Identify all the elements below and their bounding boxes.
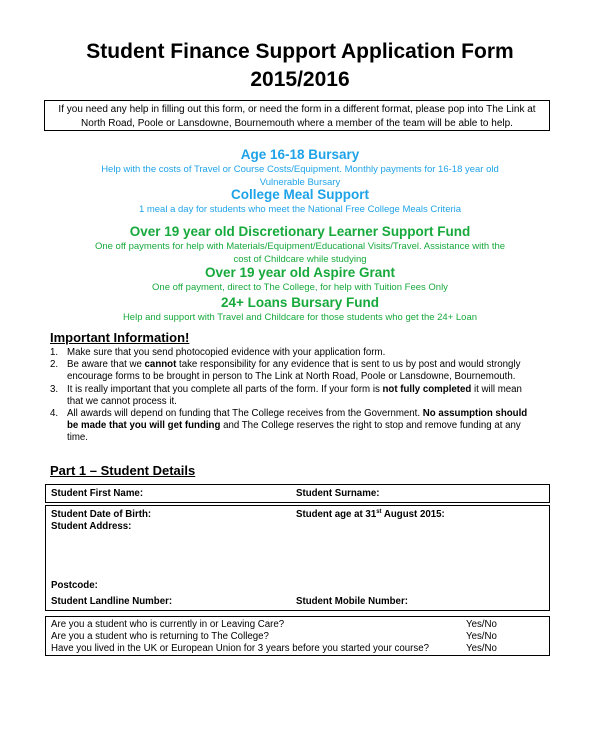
item-text: it will mean that we cannot process it. — [67, 383, 522, 407]
item-number: 2. — [50, 359, 59, 371]
fund-desc: One off payments for help with Materials/Equipment/Educational Visits/Travel. Assistance with the — [94, 241, 506, 252]
fund-age-16-18-bursary — [40, 146, 560, 189]
item-bold-text: cannot — [144, 359, 177, 371]
answer-yes-no[interactable]: Yes/No — [466, 619, 497, 630]
fund-college-meal-support — [40, 186, 560, 216]
question-residency: Have you lived in the UK or European Union for 3 years before you started your course? — [51, 643, 430, 654]
question-leaving-care: Are you a student who is currently in or Leaving Care? — [51, 619, 285, 630]
important-info-list — [50, 347, 530, 445]
fund-desc: 1 meal a day for students who meet the National Free College Meals Criteria — [138, 204, 462, 215]
fund-title: College Meal Support — [230, 187, 369, 202]
fund-desc: Vulnerable Bursary — [259, 177, 341, 188]
surname-field[interactable]: Student Surname: — [296, 488, 380, 499]
age-label-end: August 2015: — [381, 509, 445, 521]
help-text-line: If you need any help in filling out this form, or need the form in a different format, please pop into The Link at — [58, 104, 536, 115]
item-bold-text: not fully completed — [382, 383, 472, 395]
item-text: It is really important that you complete all parts of the form. If your form is — [67, 383, 383, 395]
answer-yes-no[interactable]: Yes/No — [466, 631, 497, 642]
fund-24-loans-bursary — [40, 294, 560, 324]
fund-aspire-grant — [40, 264, 560, 294]
item-bold-text: No assumption should be made that you will get funding — [67, 408, 528, 432]
item-number: 4. — [50, 408, 59, 420]
fund-desc: One off payment, direct to The College, for help with Tuition Fees Only — [152, 282, 448, 293]
item-text: Make sure that you send photocopied evidence with your application form. — [67, 347, 386, 358]
fund-discretionary-learner-support — [40, 223, 560, 266]
help-text-line: North Road, Poole or Lansdowne, Bournemouth where a member of the team will be able to help. — [81, 118, 513, 129]
fund-title: Over 19 year old Discretionary Learner Support Fund — [129, 224, 471, 239]
help-notice — [44, 100, 550, 131]
item-number: 1. — [50, 347, 59, 358]
fund-title: Over 19 year old Aspire Grant — [204, 265, 396, 280]
important-info-heading: Important Information! — [50, 330, 190, 345]
fund-title: Age 16-18 Bursary — [240, 147, 360, 162]
fund-title: 24+ Loans Bursary Fund — [221, 295, 379, 310]
item-text: Be aware that we — [67, 359, 145, 371]
address-field[interactable]: Student Address: — [51, 521, 132, 532]
list-item — [50, 384, 530, 408]
form-year: 2015/2016 — [250, 68, 350, 91]
list-item — [50, 347, 530, 359]
part1-heading: Part 1 – Student Details — [50, 463, 196, 478]
item-number: 3. — [50, 383, 59, 395]
question-returning: Are you a student who is returning to The College? — [51, 631, 269, 642]
item-text: All awards will depend on funding that The College receives from the Government. — [67, 408, 423, 420]
landline-field[interactable]: Student Landline Number: — [51, 596, 173, 607]
first-name-field[interactable]: Student First Name: — [51, 488, 144, 499]
list-item — [50, 408, 530, 445]
fund-desc: Help and support with Travel and Childcare for those students who get the 24+ Loan — [122, 312, 478, 323]
dob-field[interactable]: Student Date of Birth: — [51, 509, 152, 520]
fund-desc: Help with the costs of Travel or Course Costs/Equipment. Monthly payments for 16-18 year old — [101, 164, 499, 175]
details-box — [45, 505, 550, 611]
questions-box — [45, 616, 550, 656]
age-label: Student age at 31 — [296, 509, 377, 521]
age-sup: st — [376, 509, 382, 515]
age-field[interactable] — [296, 509, 445, 520]
form-title: Student Finance Support Application Form — [86, 40, 514, 63]
item-text: and The College reserves the right to stop and remove funding at any time. — [67, 420, 521, 444]
name-box — [45, 484, 550, 503]
list-item — [50, 359, 530, 383]
answer-yes-no[interactable]: Yes/No — [466, 643, 497, 654]
postcode-field[interactable]: Postcode: — [51, 580, 98, 591]
fund-desc: cost of Childcare while studying — [233, 254, 367, 265]
item-text: take responsibility for any evidence that is sent to us by post and would strongly encourage forms to be brought in person to The Link at North Road, Poole or Lansdowne, Bournemouth. — [67, 359, 521, 383]
mobile-field[interactable]: Student Mobile Number: — [296, 596, 408, 607]
